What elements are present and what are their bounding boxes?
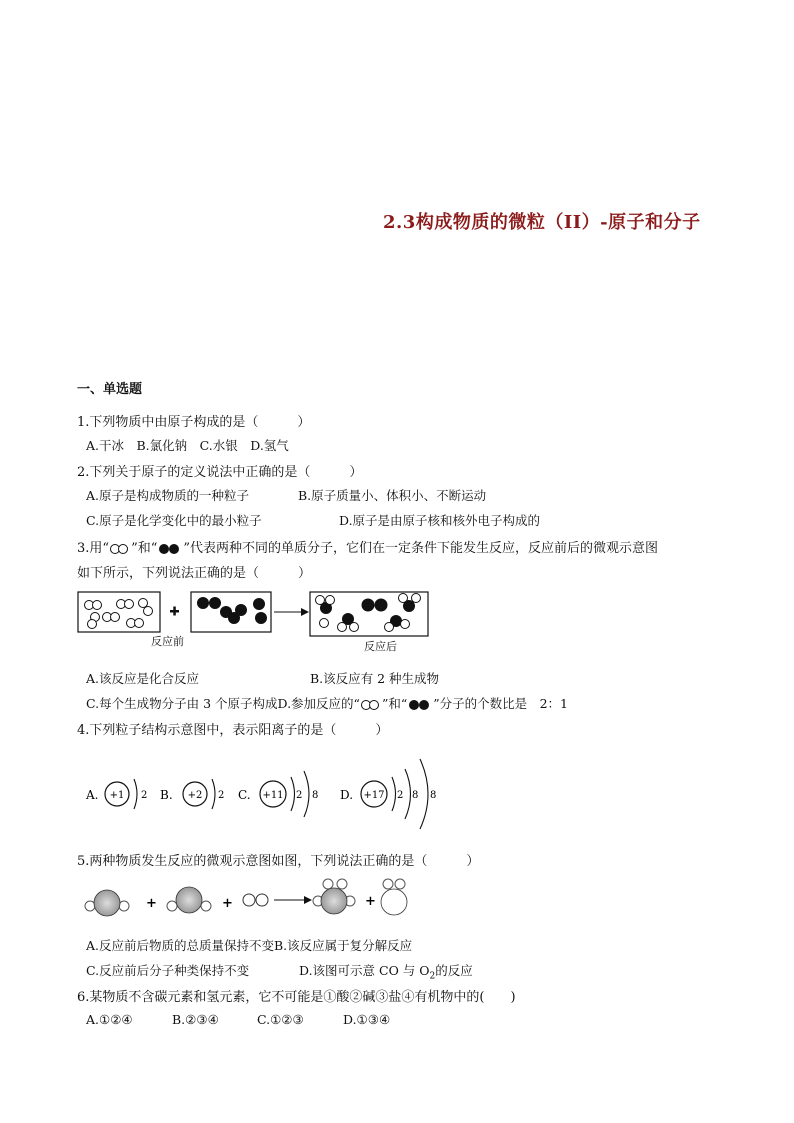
question-2-option-b: B.原子质量小、体积小、不断运动 [298, 488, 487, 503]
plus-sign [170, 607, 179, 616]
shell-a-1: 2 [141, 790, 148, 801]
question-6-option-b: B.②③④ [172, 1012, 219, 1027]
q3-stem-part-c: ”代表两种不同的单质分子，它们在一定条件下能发生反应，反应前后的微观示意图 [183, 541, 659, 556]
label-c: C. [238, 788, 251, 802]
question-2-stem: 2.下列关于原子的定义说法中正确的是（ ） [77, 465, 363, 480]
question-3-option-b: B.该反应有 2 种生成物 [310, 671, 440, 686]
question-5-options-ab: A.反应前后物质的总质量保持不变B.该反应属于复分解反应 [86, 938, 413, 953]
shell-d-2: 8 [412, 790, 419, 801]
q5-option-d-pre: D.该图可示意 CO 与 O [299, 963, 430, 978]
question-6-option-a: A.①②④ [86, 1012, 133, 1027]
white-molecule-icon [360, 699, 382, 711]
question-5-option-c: C.反应前后分子种类保持不变 [86, 963, 250, 978]
nucleus-a-charge: +1 [109, 790, 125, 801]
question-6-option-d: D.①③④ [343, 1012, 391, 1027]
shell-c-2: 8 [312, 790, 319, 801]
question-6-option-c: C.①②③ [257, 1012, 304, 1027]
plus-sign-3: + [365, 894, 376, 909]
q3-option-c-part1: C.每个生成物分子由 3 个原子构成D.参加反应的“ [86, 696, 360, 711]
question-3-stem-line2: 如下所示，下列说法正确的是（ ） [77, 566, 312, 581]
white-molecule-icon [109, 543, 131, 555]
q3-stem-part-b: ”和“ [131, 541, 158, 556]
question-5-option-d [299, 961, 473, 982]
label-after: 反应后 [364, 640, 397, 653]
label-b: B. [160, 788, 173, 802]
black-molecule-icon [157, 543, 183, 555]
question-1-stem: 1.下列物质中由原子构成的是（ ） [77, 415, 311, 430]
q3-stem-part-a: 3.用“ [77, 541, 110, 556]
label-d: D. [340, 788, 354, 802]
plus-sign-1: + [146, 896, 157, 911]
nucleus-d-charge: +17 [363, 790, 385, 801]
nucleus-b-charge: +2 [187, 790, 203, 801]
q5-option-d-post: 的反应 [435, 963, 473, 978]
atom-structure-diagrams [80, 755, 460, 835]
shell-d-1: 2 [397, 790, 404, 801]
question-3-option-a: A.该反应是化合反应 [86, 671, 200, 686]
reaction-diagram-2 [82, 876, 422, 926]
label-before: 反应前 [151, 635, 184, 648]
page-title: 2.3构成物质的微粒（II）-原子和分子 [383, 212, 701, 233]
question-5-stem: 5.两种物质发生反应的微观示意图如图，下列说法正确的是（ ） [77, 854, 480, 869]
black-molecule-icon [407, 699, 433, 711]
q5-option-d-sub: 2 [429, 971, 436, 982]
question-6-stem: 6.某物质不含碳元素和氢元素，它不可能是①酸②碱③盐④有机物中的( ) [77, 990, 516, 1005]
reaction-diagram [76, 586, 436, 656]
question-4-stem: 4.下列粒子结构示意图中，表示阳离子的是（ ） [77, 723, 389, 738]
question-2-option-c: C.原子是化学变化中的最小粒子 [86, 513, 262, 528]
question-2-option-d: D.原子是由原子核和核外电子构成的 [339, 513, 541, 528]
section-heading: 一、单选题 [77, 382, 143, 397]
shell-d-3: 8 [430, 790, 437, 801]
q3-option-c-part2: ”和“ [381, 696, 408, 711]
q3-option-c-part3: ”分子的个数比是 2：1 [433, 696, 569, 711]
nucleus-c-charge: +11 [262, 790, 284, 801]
question-2-option-a: A.原子是构成物质的一种粒子 [86, 488, 250, 503]
question-3-option-cd [86, 694, 568, 712]
question-1-options: A.干冰 B.氯化钠 C.水银 D.氢气 [86, 438, 289, 453]
question-3-stem-line1 [77, 537, 658, 556]
shell-b-1: 2 [218, 790, 225, 801]
shell-c-1: 2 [296, 790, 303, 801]
label-a: A. [86, 788, 99, 802]
plus-sign-2: + [222, 896, 233, 911]
